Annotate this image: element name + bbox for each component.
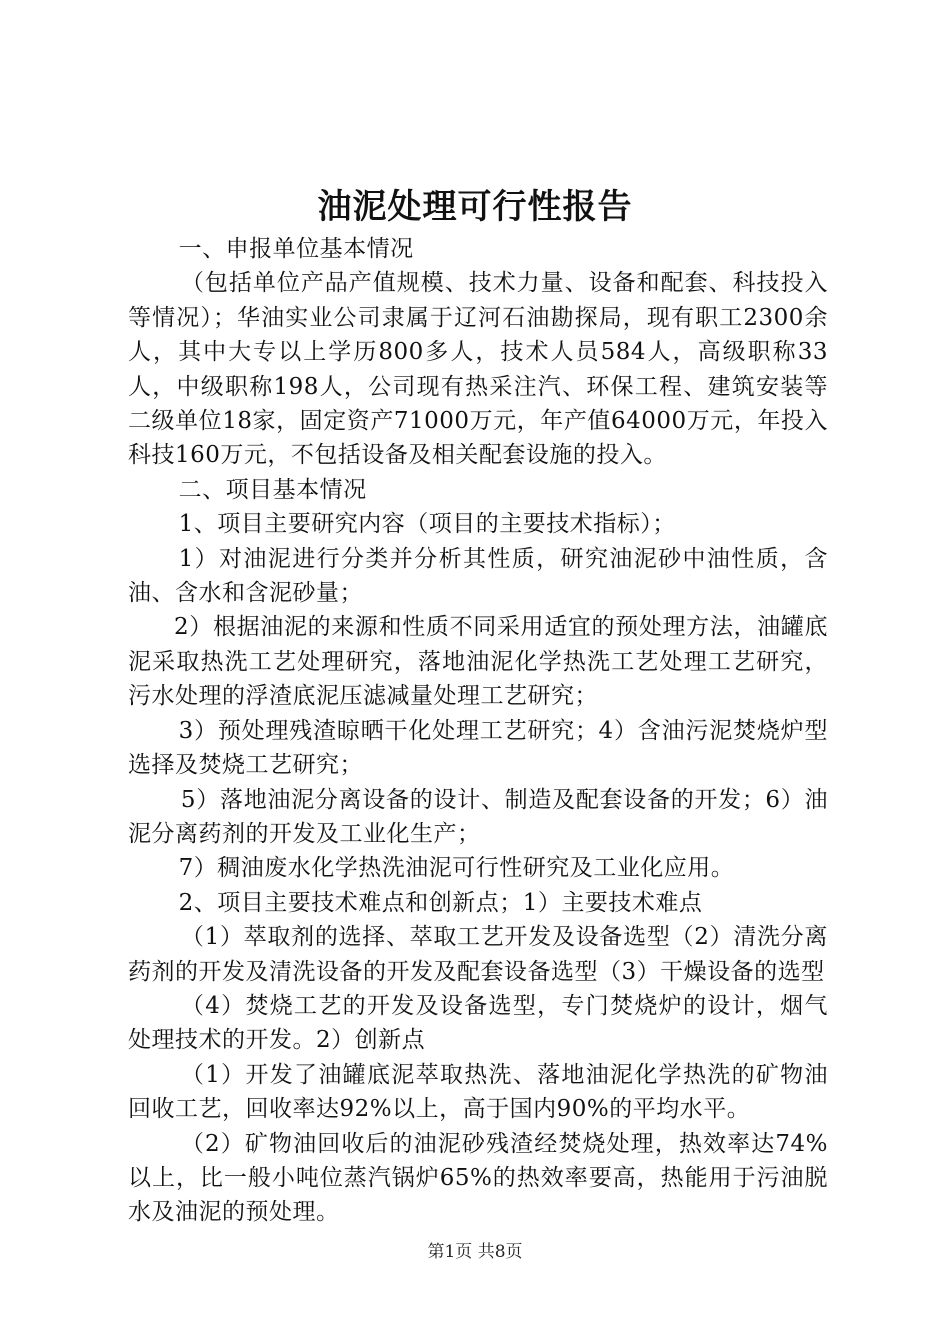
subheading-difficulties: 2、项目主要技术难点和创新点；1）主要技术难点 <box>178 889 703 916</box>
subheading-research-content: 1、项目主要研究内容（项目的主要技术指标）； <box>178 511 676 538</box>
section-heading-applicant: 一、申报单位基本情况 <box>178 236 414 262</box>
paragraph-applicant-info: （包括单位产品产值规模、技术力量、设备和配套、科技投入等情况）；华油实业公司隶属于辽河石油勘探局，现有职工2300余人，其中大专以上学历800多人，技术人员584人，高级职称33人，中级职称198人，公司现有热采注汽、环保工程、建筑安装等二级单位18家，固定资产71000万元，年产值64000万元，年投入科技160万元，不包括设备及相关配套设施的投入。 <box>128 270 828 469</box>
list-item-2: 2）根据油泥的来源和性质不同采用适宜的预处理方法，油罐底泥采取热洗工艺处理研究，落地油泥化学热洗工艺处理工艺研究，污水处理的浮渣底泥压滤减量处理工艺研究； <box>128 614 828 710</box>
difficulty-item-4: （4）焚烧工艺的开发及设备选型，专门焚烧炉的设计，烟气处理技术的开发。2）创新点 <box>128 992 828 1054</box>
list-item-7: 7）稠油废水化学热洗油泥可行性研究及工业化应用。 <box>178 855 735 882</box>
list-item-5-6: 5）落地油泥分离设备的设计、制造及配套设备的开发；6）油泥分离药剂的开发及工业化生产； <box>128 786 828 847</box>
innovation-item-1: （1）开发了油罐底泥萃取热洗、落地油泥化学热洗的矿物油回收工艺，回收率达92%以上，高于国内90%的平均水平。 <box>128 1061 828 1123</box>
page-number-footer: 第1页 共8页 <box>427 1242 523 1262</box>
document-title: 油泥处理可行性报告 <box>317 187 633 227</box>
list-item-3-4: 3）预处理残渣晾晒干化处理工艺研究；4）含油污泥焚烧炉型选择及焚烧工艺研究； <box>128 717 828 779</box>
document-body <box>128 232 828 1230</box>
innovation-item-2: （2）矿物油回收后的油泥砂残渣经焚烧处理，热效率达74%以上，比一般小吨位蒸汽锅炉65%的热效率要高，热能用于污油脱水及油泥的预处理。 <box>128 1130 828 1226</box>
section-heading-project: 二、项目基本情况 <box>178 476 367 503</box>
difficulty-items-1-3: （1）萃取剂的选择、萃取工艺开发及设备选型（2）清洗分离药剂的开发及清洗设备的开发及配套设备选型（3）干燥设备的选型 <box>128 924 828 985</box>
list-item-1: 1）对油泥进行分类并分析其性质，研究油泥砂中油性质，含油、含水和含泥砂量； <box>128 545 828 607</box>
